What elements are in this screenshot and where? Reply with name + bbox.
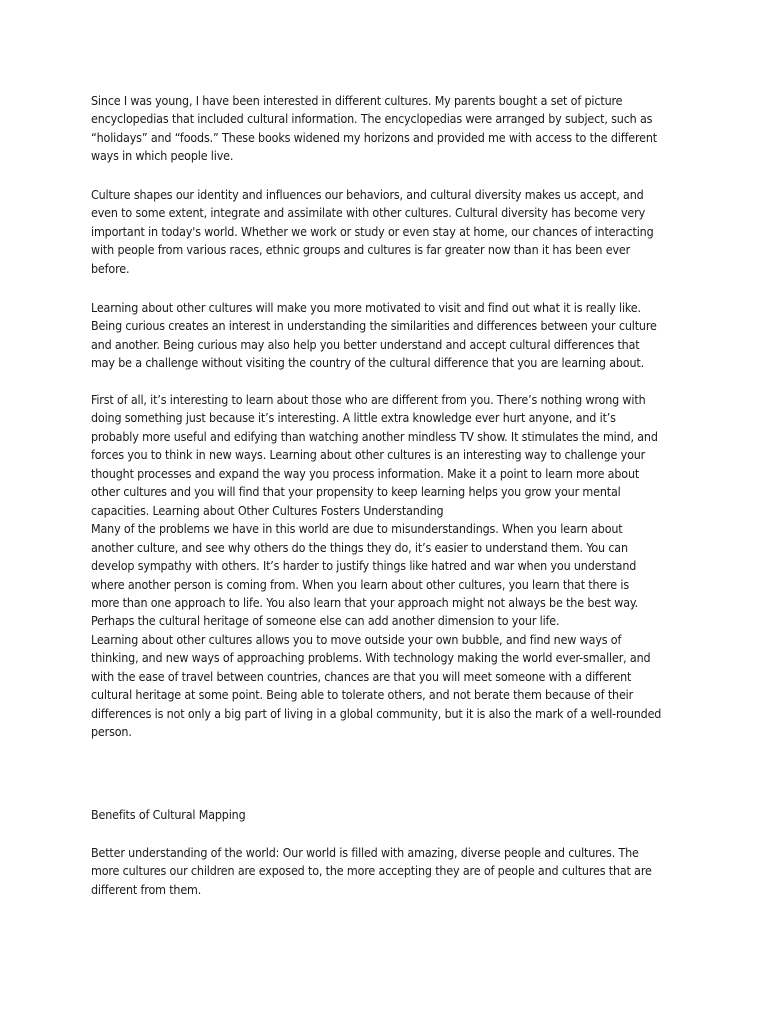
text-line: different from them. bbox=[91, 881, 202, 897]
text-line: may be a challenge without visiting the country of the cultural difference that you are learning about. bbox=[91, 355, 645, 371]
text-line: before. bbox=[91, 260, 130, 276]
text-line: First of all, it’s interesting to learn about those who are different from you. There’s nothing wrong with bbox=[91, 392, 646, 407]
text-line: Since I was young, I have been interested in different cultures. My parents bought a set of picture bbox=[91, 93, 623, 108]
text-line: develop sympathy with others. It’s harder to justify things like hatred and war when you understand bbox=[91, 558, 637, 574]
paragraph-benefits bbox=[91, 844, 703, 899]
text-line: cultural heritage at some point. Being able to tolerate others, and not berate them because of their bbox=[91, 687, 634, 703]
text-line: with the ease of travel between countries, chances are that you will meet someone with a different bbox=[91, 668, 632, 684]
text-line: Many of the problems we have in this world are due to misunderstandings. When you learn about bbox=[91, 521, 623, 537]
text-line: Learning about other cultures will make you more motivated to visit and find out what it is really like. bbox=[91, 300, 641, 315]
text-line: other cultures and you will find that your propensity to keep learning helps you grow your mental bbox=[91, 484, 621, 500]
paragraph-intro bbox=[91, 92, 703, 166]
text-line: Being curious creates an interest in understanding the similarities and differences between your culture bbox=[91, 318, 657, 334]
text-line: important in today's world. Whether we work or study or even stay at home, our chances of interacting bbox=[91, 223, 654, 239]
paragraph-first-of-all bbox=[91, 391, 703, 742]
text-line: with people from various races, ethnic groups and cultures is far greater now than it has been ever bbox=[91, 242, 631, 258]
text-line: probably more useful and edifying than watching another mindless TV show. It stimulates the mind, and bbox=[91, 428, 658, 444]
text-line: person. bbox=[91, 724, 132, 740]
paragraph-learning bbox=[91, 299, 703, 373]
text-line: thought processes and expand the way you process information. Make it a point to learn more about bbox=[91, 465, 640, 481]
heading-benefits: Benefits of Cultural Mapping bbox=[91, 807, 246, 822]
text-line: “holidays” and “foods.” These books widened my horizons and provided me with access to the different bbox=[91, 129, 657, 145]
text-line: more than one approach to life. You also learn that your approach might not always be the best way. bbox=[91, 594, 638, 610]
section-heading bbox=[91, 806, 703, 824]
paragraph-culture-shapes bbox=[91, 186, 703, 278]
text-line: and another. Being curious may also help you better understand and accept cultural differences that bbox=[91, 336, 640, 352]
text-line: differences is not only a big part of living in a global community, but it is also the mark of a well-rounded bbox=[91, 705, 662, 721]
text-line: Perhaps the cultural heritage of someone else can add another dimension to your life. bbox=[91, 613, 560, 629]
text-line: even to some extent, integrate and assimilate with other cultures. Cultural diversity has become very bbox=[91, 205, 646, 221]
text-line: thinking, and new ways of approaching problems. With technology making the world ever-smaller, and bbox=[91, 650, 651, 666]
text-line: where another person is coming from. When you learn about other cultures, you learn that there is bbox=[91, 576, 630, 592]
text-line: ways in which people live. bbox=[91, 148, 234, 164]
text-line: more cultures our children are exposed to, the more accepting they are of people and cultures that are bbox=[91, 863, 652, 879]
text-line: doing something just because it’s interesting. A little extra knowledge ever hurt anyone, and it’s bbox=[91, 410, 616, 426]
text-line: another culture, and see why others do the things they do, it’s easier to understand them. You can bbox=[91, 539, 628, 555]
text-line: Better understanding of the world: Our world is filled with amazing, diverse people and cultures. The bbox=[91, 845, 639, 860]
text-line: Learning about other cultures allows you to move outside your own bubble, and find new ways of bbox=[91, 631, 622, 647]
text-line: capacities. Learning about Other Cultures Fosters Understanding bbox=[91, 502, 444, 518]
text-line: forces you to think in new ways. Learning about other cultures is an interesting way to challenge your bbox=[91, 447, 646, 463]
text-line: encyclopedias that included cultural information. The encyclopedias were arranged by subject, such as bbox=[91, 111, 653, 127]
text-line: Culture shapes our identity and influences our behaviors, and cultural diversity makes us accept, and bbox=[91, 187, 644, 202]
